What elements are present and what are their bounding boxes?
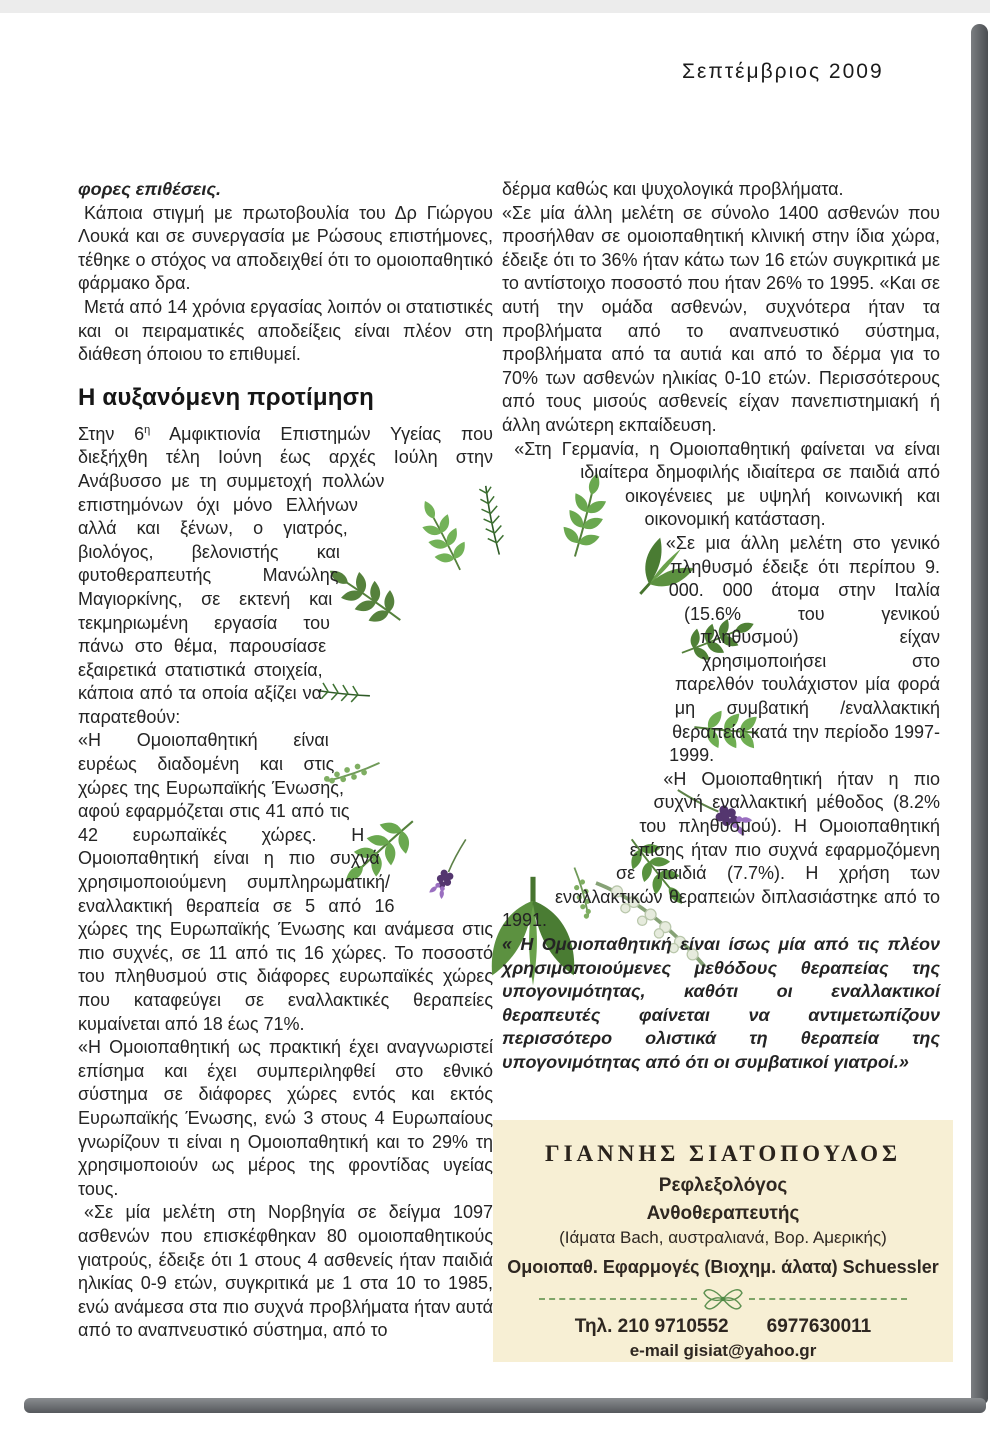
ad-phone-mobile: 6977630011 xyxy=(766,1316,872,1337)
ornament-dash-line xyxy=(749,1298,907,1300)
paragraph: δέρμα καθώς και ψυχολογικά προβλήματα. xyxy=(502,179,844,199)
paragraph: «Σε μια άλλη μελέτη στο γενικό πληθυσμό έδειξε ότι περίπου 9. 000. 000 άτομα στην Ιταλία (15.6% του γενικού πληθυσμού) είχαν χρησιμοποιήσει στο παρελθόν τουλάχιστον μία φορά μη συμβατική /εναλλακτική θεραπεία κατά την περίοδο 1997-1999. xyxy=(665,532,940,766)
paragraph: «Η Ομοιοπαθητική ήταν η πιο συχνή εναλλακτική μέθοδος (8.2% του πληθυσμού). Η Ομοιοπαθητική επίσης ήταν πιο συχνά εφαρμοζόμενη σε παιδιά (7.7%). Η χρήση των εναλλακτικών θεραπειών διπλασιάστηκε από το 1991. xyxy=(502,768,940,931)
ad-role-reflexologist: Ρεφλεξολόγος xyxy=(658,1175,788,1196)
section-heading: Η αυξανόμενη προτίμηση xyxy=(78,383,375,411)
paragraph: «Η Ομοιοπαθητική είναι ευρέως διαδομένη και στις χώρες της Ευρωπαϊκής Ένωσης, αφού εφαρμόζεται στις 41 από τις 42 ευρωπαϊκές χώρες. Η Ομοιοπαθητική είναι η πιο συχνά χρησιμοποιούμενη συμπληρωματική/εναλλακτική θεραπεία σε 5 από 16 χώρες της Ευρωπαϊκής Ένωσης και ανάμεσα στις πιο συχνές, σε 11 από τις 16 χώρες. Το ποσοστό του πληθυσμού στις διάφορες ευρωπαϊκές χώρες που καταφεύγει σε εναλλακτικές θεραπείες κυμαίνεται από 18 έως 71%. xyxy=(78,730,493,1034)
ad-role-flower-therapist: Ανθοθεραπευτής xyxy=(646,1203,800,1224)
ad-phone-row xyxy=(493,1316,953,1338)
ornament-dash-line xyxy=(539,1298,697,1300)
paragraph-text: Αμφικτιονία Επιστημών Υγείας που διεξήχθη τέλη Ιούνη έως αρχές Ιούλη στην Ανάβυσσο με τη συμμετοχή πολλών επιστημόνων όχι μόνο Ελλήνων αλλά και ξένων, ο γιατρός, βιολόγος, βελονιστής και φυτοθεραπευτής Μανώλης Μαγιορκίνης, σε εκτενή και τεκμηριωμένη εργασία του πάνω στο θέμα, παρουσίασε εξαιρετικά στατιστικά στοιχεία, κάποια από τα οποία αξίζει να παρατεθούν: xyxy=(78,423,493,727)
paragraph: «Σε μία μελέτη στη Νορβηγία σε δείγμα 1097 ασθενών που επισκέφθηκαν 80 ομοιοπαθητικούς γιατρούς, έδειξε ότι 1 στους 4 ασθενείς ήταν παιδιά ηλικίας 0-9 ετών, συγκριτικά με 1 στα 10 το 1985, ενώ ανάμεσα στα πιο συχνά προβλήματα ήταν αυτά από το αναπνευστικό σύστημα, από το xyxy=(78,1202,493,1341)
paragraph: «Στη Γερμανία, η Ομοιοπαθητική φαίνεται να είναι ιδιαίτερα δημοφιλής ιδιαίτερα σε παιδιά από οικογένειες με υψηλή κοινωνική και οικονομική κατάσταση. xyxy=(514,438,940,530)
pull-quote: « Η Ομοιοπαθητική είναι ίσως μία από τις πλέον χρησιμοποιούμενες μεθόδους θεραπείας της υπογονιμότητας, καθότι οι εναλλακτικοί θεραπευτές φαίνεται να αντιμετωπίζουν περισσότερο ολιστικά τη θεραπεία της υπογονιμότητας από ότι οι συμβατικοί γιατροί.» xyxy=(502,934,940,1072)
ad-ornament-row xyxy=(493,1284,953,1314)
ad-name: ΓΙΑΝΝΗΣ ΣΙΑΤΟΠΟΥΛΟΣ xyxy=(544,1141,902,1166)
paragraph: Κάποια στιγμή με πρωτοβουλία του Δρ Γιώργου Λουκά και σε συνεργασία με Ρώσους επιστήμονες, τέθηκε ο στόχος να αποδειχθεί ότι το ομοιοπαθητικό φάρμακο δρα. xyxy=(78,202,493,294)
ad-subtitle: (Ιάματα Bach, αυστραλιανά, Βορ. Αμερικής) xyxy=(559,1228,887,1247)
scan-top-strip xyxy=(0,0,990,13)
ad-card xyxy=(493,1120,953,1362)
page-edge-shadow-right xyxy=(971,24,988,1404)
ad-email: e-mail gisiat@yahoo.gr xyxy=(629,1341,817,1360)
lead-continuation-text: φορες επιθέσεις. xyxy=(78,179,221,199)
paragraph: «Σε μία άλλη μελέτη σε σύνολο 1400 ασθενών που προσήλθαν σε ομοιοπαθητική κλινική στην ίδια χώρα, έδειξε ότι το 36% ήταν κάτω των 16 ετών συγκριτικά με το αντίστοιχο ποσοστό που ήταν 26% το 1995. «Και σε αυτή την ομάδα ασθενών, συχνότερα ήταν τα προβλήματα από το αναπνευστικό σύστημα, προβλήματα από τα αυτιά και από το δέρμα για το 70% των ασθενών ηλικίας 0-10 ετών. Περισσότερους από τους μισούς ασθενείς είχαν πανεπιστημιακή ή άλλη ανώτερη εκπαίδευση. xyxy=(502,202,940,435)
page-edge-shadow-bottom xyxy=(24,1398,986,1413)
article-left-column xyxy=(78,178,493,1343)
ad-phone-landline: Τηλ. 210 9710552 xyxy=(574,1316,729,1337)
ordinal-superscript: η xyxy=(144,423,151,436)
paragraph: «Η Ομοιοπαθητική ως πρακτική έχει αναγνωριστεί επίσημα και έχει συμπεριληφθεί στο εθνικό σύστημα σε διάφορες χώρες εντός και εκτός Ευρωπαϊκής Ένωσης, ενώ 3 στους 4 Ευρωπαίους γνωρίζουν τι είναι η Ομοιοπαθητική και το 29% τη χρησιμοποιούν ως μέρος της φροντίδας υγείας τους. xyxy=(78,1037,493,1199)
leaf-ornament-icon xyxy=(702,1284,744,1314)
ad-services: Ομοιοπαθ. Εφαρμογές (Βιοχημ. άλατα) Schuessler xyxy=(507,1257,939,1277)
paragraph-text: Στην 6 xyxy=(78,423,145,444)
article-right-column xyxy=(502,178,940,1075)
paragraph: Μετά από 14 χρόνια εργασίας λοιπόν οι στατιστικές και οι πειραματικές αποδείξεις είναι πλέον στη διάθεση όποιου το επιθυμεί. xyxy=(78,296,493,365)
page-date: Σεπτέμβριος 2009 xyxy=(682,60,884,83)
